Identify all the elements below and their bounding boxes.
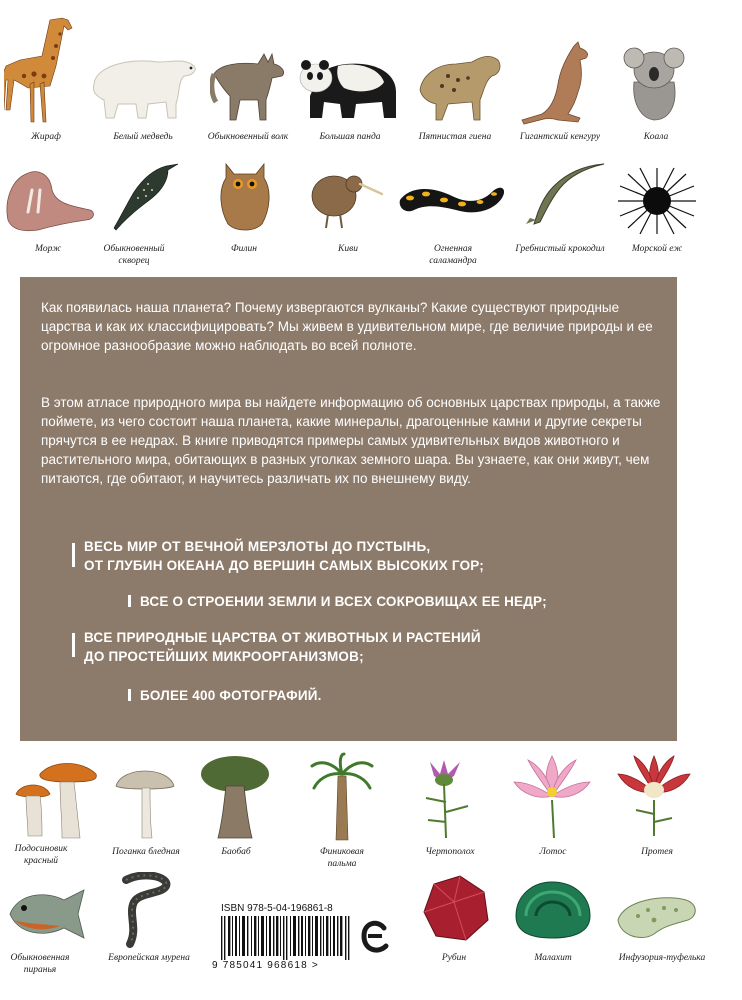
sea-urchin-photo bbox=[616, 166, 698, 236]
caption-kangaroo: Гигантский кенгуру bbox=[519, 132, 601, 142]
baobab-photo bbox=[198, 752, 272, 840]
contents-paragraph: В этом атласе природного мира вы найдете информацию об основных царствах природы, а также поймете, из чего состоит наша планета, какие минералы, драгоценные камни и другие секреты прячутся в ее недрах. В книге приводятся примеры самых удивительных видов животного и растительного мира, обитающих в разных уголках земного шара. Вы узнаете, как они живут, чем питаются, где обитают, и научитесь различать их по внешнему виду. bbox=[41, 395, 661, 486]
wolf-photo bbox=[210, 44, 288, 124]
walrus-photo bbox=[2, 160, 98, 234]
moray-photo bbox=[116, 872, 182, 948]
ruby-photo bbox=[414, 872, 494, 944]
paramecium-photo bbox=[614, 890, 698, 944]
intro-paragraph: Как появилась наша планета? Почему извергаются вулканы? Какие существуют природные царства и как их классифицировать? Мы живем в удивительном мире, где величие природы и ее огромное разнообразие можно наблюдать во всей полноте. bbox=[41, 300, 653, 353]
death-cap-photo bbox=[112, 760, 178, 840]
kiwi-photo bbox=[308, 166, 384, 232]
caption-kiwi: Киви bbox=[338, 244, 358, 254]
caption-ruby: Рубин bbox=[441, 953, 467, 963]
hyena-photo bbox=[412, 50, 506, 124]
bullet-3-line-1: ВСЕ ПРИРОДНЫЕ ЦАРСТВА ОТ ЖИВОТНЫХ И РАСТЕНИЙ bbox=[84, 630, 481, 645]
bullet-1-line-2: ОТ ГЛУБИН ОКЕАНА ДО ВЕРШИН САМЫХ ВЫСОКИХ ГОР; bbox=[84, 558, 484, 573]
caption-death-cap: Поганка бледная bbox=[112, 847, 180, 857]
caption-walrus: Морж bbox=[35, 244, 61, 254]
caption-giraffe: Жираф bbox=[31, 132, 61, 142]
description-panel bbox=[20, 277, 677, 741]
bullet-4: БОЛЕЕ 400 ФОТОГРАФИЙ. bbox=[140, 688, 322, 703]
caption-lotus: Лотос bbox=[539, 847, 567, 857]
koala-photo bbox=[622, 42, 688, 124]
caption-sea-urchin: Морской еж bbox=[631, 244, 683, 254]
barcode-digits: 9 785041 968618 > bbox=[212, 960, 319, 971]
salamander-photo bbox=[396, 174, 510, 224]
isbn-text: ISBN 978-5-04-196861-8 bbox=[221, 903, 333, 914]
caption-koala: Коала bbox=[643, 132, 669, 142]
crocodile-photo bbox=[516, 158, 606, 228]
caption-thistle: Чертополох bbox=[425, 847, 475, 857]
caption-polar-bear: Белый медведь bbox=[113, 132, 173, 142]
caption-crocodile: Гребнистый крокодил bbox=[515, 244, 605, 254]
bullet-marker-4 bbox=[128, 689, 131, 701]
bullet-2: ВСЕ О СТРОЕНИИ ЗЕМЛИ И ВСЕХ СОКРОВИЩАХ ЕЕ НЕДР; bbox=[140, 594, 547, 609]
caption-salamander: Огненная саламандра bbox=[429, 244, 477, 266]
caption-date-palm: Финиковая пальма bbox=[320, 847, 364, 869]
bullet-marker-3 bbox=[72, 633, 75, 657]
starling-photo bbox=[108, 158, 180, 234]
date-palm-photo bbox=[310, 752, 374, 842]
bullet-marker-2 bbox=[128, 595, 131, 607]
bullet-1-line-1: ВЕСЬ МИР ОТ ВЕЧНОЙ МЕРЗЛОТЫ ДО ПУСТЫНЬ, bbox=[84, 539, 431, 554]
polar-bear-photo bbox=[88, 52, 200, 124]
caption-paramecium: Инфузория-туфелька bbox=[618, 953, 706, 963]
malachite-photo bbox=[512, 876, 594, 942]
giraffe-photo bbox=[4, 14, 92, 128]
piranha-photo bbox=[4, 884, 88, 944]
boletus-photo bbox=[12, 760, 100, 840]
panda-photo bbox=[298, 52, 402, 124]
eksmo-logo bbox=[360, 916, 390, 958]
caption-hyena: Пятнистая гиена bbox=[418, 132, 492, 142]
caption-malachite: Малахит bbox=[534, 953, 572, 963]
kangaroo-photo bbox=[520, 40, 602, 126]
caption-moray: Европейская мурена bbox=[108, 953, 190, 963]
lotus-photo bbox=[510, 752, 594, 840]
caption-boletus: Подосиновик красный bbox=[14, 844, 68, 866]
caption-owl: Филин bbox=[231, 244, 257, 254]
bullet-marker-1 bbox=[72, 543, 75, 567]
caption-baobab: Баобаб bbox=[221, 847, 251, 857]
caption-panda: Большая панда bbox=[319, 132, 381, 142]
barcode bbox=[219, 916, 353, 960]
caption-wolf: Обыкновенный волк bbox=[207, 132, 289, 142]
caption-starling: Обыкновенный скворец bbox=[103, 244, 165, 266]
thistle-photo bbox=[418, 758, 476, 840]
bullet-3-line-2: ДО ПРОСТЕЙШИХ МИКРООРГАНИЗМОВ; bbox=[84, 649, 364, 664]
caption-piranha: Обыкновенная пиранья bbox=[10, 953, 70, 975]
owl-photo bbox=[214, 154, 276, 234]
protea-photo bbox=[614, 752, 694, 838]
caption-protea: Протея bbox=[641, 847, 673, 857]
